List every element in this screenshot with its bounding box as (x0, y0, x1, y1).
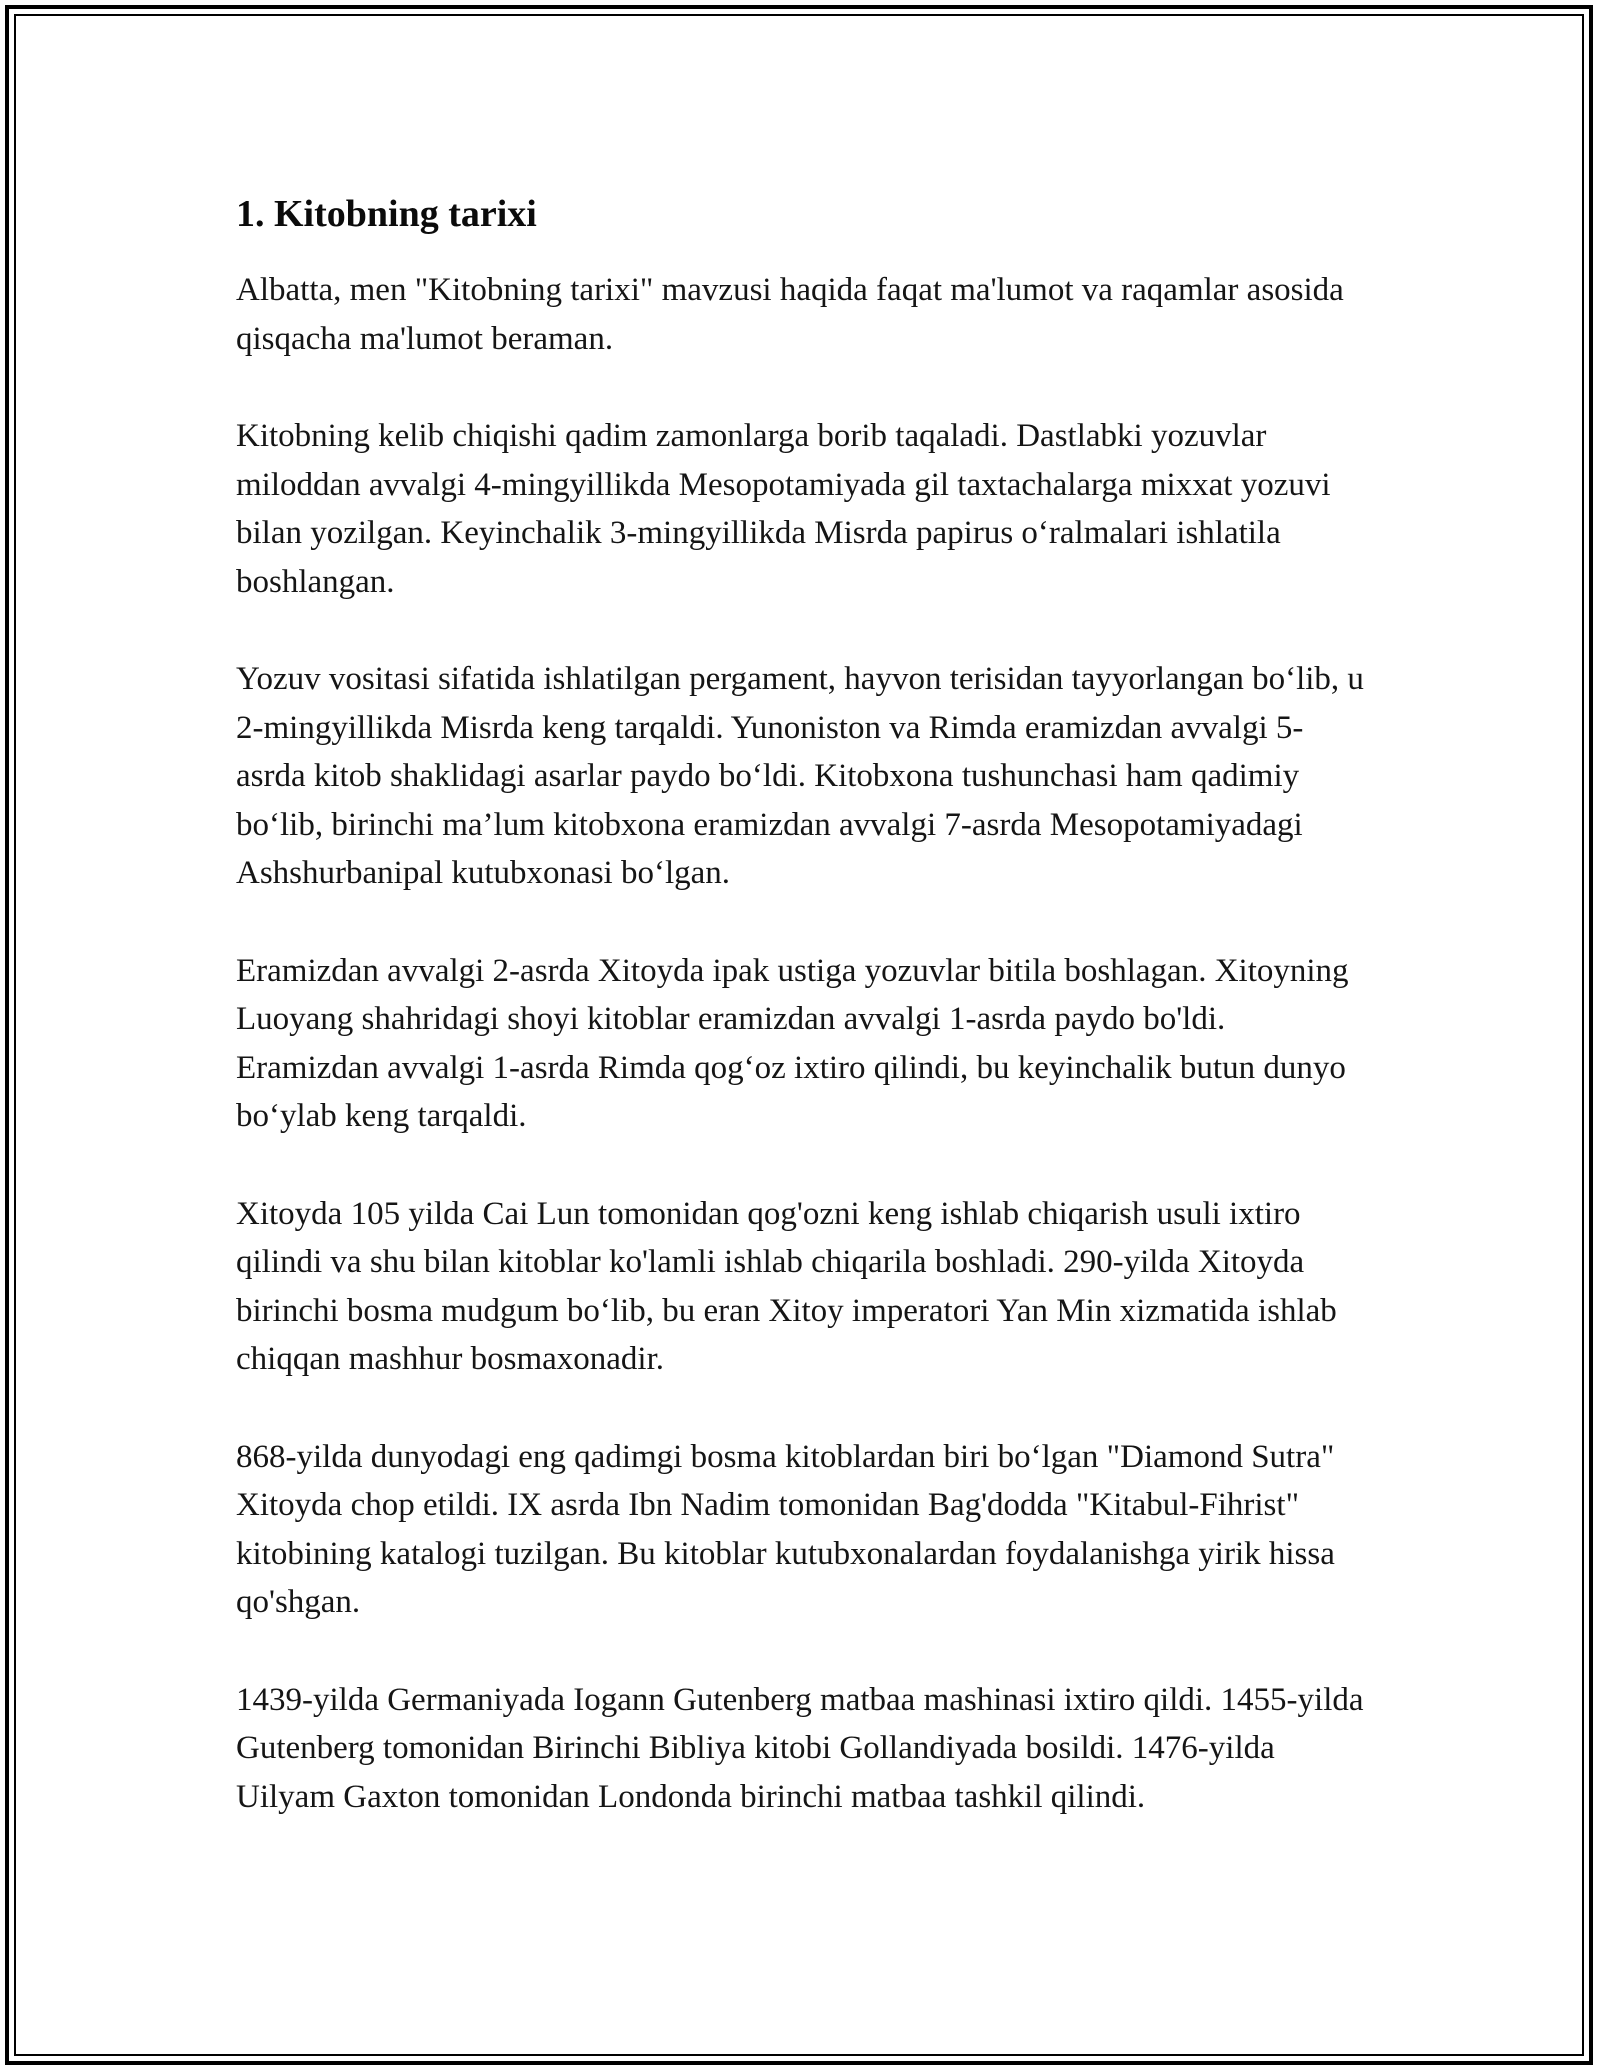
paragraph-origins: Kitobning kelib chiqishi qadim zamonlarga borib taqaladi. Dastlabki yozuvlar miloddan avvalgi 4-mingyillikda Mesopotamiyada gil taxtachalarga mixxat yozuvi bilan yozilgan. Keyinchalik 3-mingyillikda Misrda papirus o‘ralmalari ishlatila boshlangan. (236, 418, 1331, 600)
paragraph-parchment: Yozuv vositasi sifatida ishlatilgan pergament, hayvon terisidan tayyorlangan bo‘lib, u 2-mingyillikda Misrda keng tarqaldi. Yunoniston va Rimda eramizdan avvalgi 5-asrda kitob shaklidagi asarlar paydo bo‘ldi. Kitobxona tushunchasi ham qadimiy bo‘lib, birinchi ma’lum kitobxona eramizdan avvalgi 7-asrda Mesopotamiyadagi Ashshurbanipal kutubxonasi bo‘lgan. (236, 661, 1364, 891)
paragraph-gutenberg: 1439-yilda Germaniyada Iogann Gutenberg matbaa mashinasi ixtiro qildi. 1455-yilda Gutenberg tomonidan Birinchi Bibliya kitobi Gollandiyada bosildi. 1476-yilda Uilyam Gaxton tomonidan Londonda birinchi matbaa tashkil qilindi. (236, 1681, 1364, 1815)
paragraph-silk: Eramizdan avvalgi 2-asrda Xitoyda ipak ustiga yozuvlar bitila boshlagan. Xitoyning Luoyang shahridagi shoyi kitoblar eramizdan avvalgi 1-asrda paydo bo'ldi. Eramizdan avvalgi 1-asrda Rimda qog‘oz ixtiro qilindi, bu keyinchalik butun dunyo bo‘ylab keng tarqaldi. (236, 952, 1349, 1134)
document-body (236, 180, 1366, 1870)
paragraph-diamond-sutra: 868-yilda dunyodagi eng qadimgi bosma kitoblardan biri bo‘lgan "Diamond Sutra" Xitoyda chop etildi. IX asrda Ibn Nadim tomonidan Bag'dodda "Kitabul-Fihrist" kitobining katalogi tuzilgan. Bu kitoblar kutubxonalardan foydalanishga yirik hissa qo'shgan. (236, 1438, 1335, 1620)
page-title: 1. Kitobning tarixi (236, 193, 537, 235)
paragraph-intro: Albatta, men "Kitobning tarixi" mavzusi haqida faqat ma'lumot va raqamlar asosida qisqacha ma'lumot beraman. (236, 272, 1344, 357)
paragraph-paper: Xitoyda 105 yilda Cai Lun tomonidan qog'ozni keng ishlab chiqarish usuli ixtiro qilindi va shu bilan kitoblar ko'lamli ishlab chiqarila boshladi. 290-yilda Xitoyda birinchi bosma mudgum bo‘lib, bu eran Xitoy imperatori Yan Min xizmatida ishlab chiqqan mashhur bosmaxonadir. (236, 1195, 1337, 1377)
